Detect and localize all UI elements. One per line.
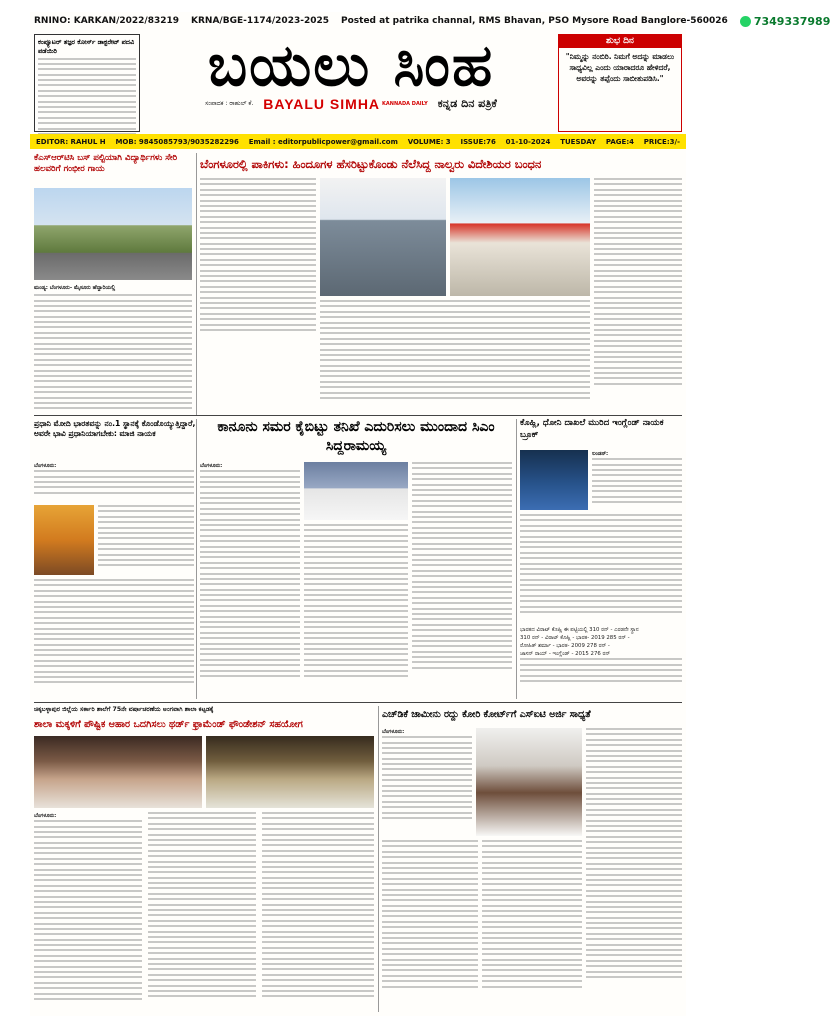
mobile-numbers: MOB: 9845085793/9035282296 [115,137,239,146]
lead-station-photo [450,178,590,296]
price: PRICE:3/- [643,137,680,146]
masthead-title-kannada: ಬಯಲು ಸಿಂಹ [207,31,495,99]
school-headline: ಶಾಲಾ ಮಕ್ಕಳಿಗೆ ಪೌಷ್ಟಿಕ ಆಹಾರ ಒದಗಿಸಲು ಥರ್ಡ್ ಫ್ರಾಮೆಂಡ್ ಫೌಂಡೇಶನ್ ಸಹಯೋಗ [34,719,303,730]
school-event-photo-1 [34,736,202,808]
bus-accident-headline: ಕೆಎಸ್‌ಆರ್‌ಟಿಸಿ ಬಸ್ ಪಲ್ಟಿಯಾಗಿ ವಿದ್ಯಾರ್ಥಿಗಳು ಸೇರಿ ಹಲವರಿಗೆ ಗಂಭೀರ ಗಾಯ [34,153,178,175]
page-number: PAGE:4 [605,137,635,146]
school-body-col-3 [262,812,374,1012]
hdk-photo [476,728,582,836]
cm-body-col-1: ಬೆಂಗಳೂರು: [200,462,300,698]
phone-number: 7349337989 [753,14,830,28]
hdk-body-col-1 [382,840,478,1012]
hdk-body-col-2 [482,840,582,1012]
registration-strip [30,12,830,30]
postal-info: Posted at patrika channal, RMS Bhavan, PSO Mysore Road Banglore-560026 [341,16,728,26]
lead-body-col-3 [594,178,682,412]
pm-body-side [98,505,194,575]
left-advert-box [34,34,140,132]
cricket-stat-line: 310 ರನ್ - ವಿರಾಟ್ ಕೊಹ್ಲಿ - ಭಾರತ- 2019 285 ರನ್ - [520,635,630,642]
edition-info-bar [30,134,686,149]
quote-box-heading: ಶುಭ ದಿನ [559,35,681,48]
school-event-photo-2 [206,736,374,808]
cm-photo [304,462,408,520]
cm-body-col-2 [304,524,408,698]
school-kicker: ಚಿಕ್ಕಬಳ್ಳಾಪುರ ಜಿಲ್ಲೆಯ ಸರ್ಕಾರಿ ಶಾಲೆಗೆ 75ನೇ ವರ್ಷಾಚರಣೆಯ ಅಂಗವಾಗಿ ಶಾಲಾ ಕಟ್ಟಡಕ್ಕೆ [34,706,214,713]
whatsapp-icon [740,16,751,27]
email-address: Email : editorpublicpower@gmail.com [248,137,398,146]
pm-story-photo [34,505,94,575]
left-advert-text [38,58,136,135]
masthead-subtitle: ಕನ್ನಡ ದಿನ ಪತ್ರಿಕೆ [437,97,497,110]
cricket-stat-line: ಜಾಸನ್ ರಾಯ್ - ಇಂಗ್ಲೆಂಡ್ - 2015 276 ರನ್ [520,651,611,658]
lead-body-col-2 [320,300,590,412]
masthead [146,30,556,130]
weekday: TUESDAY [560,137,597,146]
lead-body-col-1 [200,178,316,346]
phone-contact [740,15,830,28]
cricket-headline: ಕೊಹ್ಲಿ, ಧೋನಿ ದಾಖಲೆ ಮುರಿದ ಇಂಗ್ಲೆಂಡ್ ನಾಯಕ ಬ್ರೂಕ್ [520,418,664,440]
reg-number: RNINO: KARKAN/2022/83219 [34,16,180,26]
hdk-body-col-3 [586,728,682,1012]
editor-kannada: ಸಂಪಾದಕ : ರಾಹುಲ್ ಕೆ. [205,100,254,107]
school-body-col-2 [148,812,256,1012]
left-advert-heading: ಕಂಪ್ಯೂಟರ್ ತಜ್ಞರ ಕೋರ್ಸ್ ಡಾಕ್ಟರೇಟ್ ಪದವಿ ಪಡೆಯಿರಿ [38,38,135,55]
lead-headline: ಬೆಂಗಳೂರಲ್ಲಿ ಪಾಕಿಗಳು: ಹಿಂದೂಗಳ ಹೆಸರಿಟ್ಟುಕೊಂಡು ನೆಲೆಸಿದ್ದ ನಾಲ್ವರು ವಿದೇಶಿಯರ ಬಂಧನ [200,157,542,171]
cricket-body-side: ಲಂಡನ್: [592,450,682,510]
quote-text: "ನಿಮ್ಮನ್ನು ನಂಬಿರಿ. ನಿಮಗೆ ಅದನ್ನು ಮಾಡಲು ಸಾಧ್ಯವಿಲ್ಲ ಎಂದು ಯಾರಾದರೂ ಹೇಳಿದರೆ, ಅವರನ್ನು ತಪ್ಪೆಂದು ಸಾಬೀತುಪಡಿಸಿ." [565,52,675,83]
hdk-headline: ಎಚ್‌ಡಿಕೆ ಜಾಮೀನು ರದ್ದು ಕೋರಿ ಕೋರ್ಟ್‌ಗೆ ಎಸ್‌ಐಟಿ ಅರ್ಜಿ ಸಾಧ್ಯತೆ [382,709,591,720]
cricket-player-photo [520,450,588,510]
newspaper-page [30,12,830,1016]
lead-police-photo [320,178,446,296]
bus-accident-body: ಮಂಡ್ಯ: ಬೆಂಗಳೂರು- ಮೈಸೂರು ಹೆದ್ದಾರಿಯಲ್ಲಿ [34,284,192,412]
cricket-stat-line: ರೋಹಿತ್ ಶರ್ಮಾ - ಭಾರತ- 2009 278 ರನ್ - [520,643,610,650]
cm-body-col-3 [412,462,512,698]
cm-headline: ಕಾನೂನು ಸಮರ ಕೈಬಿಟ್ಟು ತನಿಖೆ ಎದುರಿಸಲು ಮುಂದಾದ ಸಿಎಂ ಸಿದ್ದರಾಮಯ್ಯ [217,419,495,454]
date: 01-10-2024 [505,137,551,146]
quote-box [558,34,682,132]
school-body-col-1: ಬೆಂಗಳೂರು: [34,812,142,1012]
krna-number: KRNA/BGE-1174/2023-2025 [191,16,330,26]
masthead-title-english: BAYALU SIMHA [263,96,381,112]
cricket-stats [520,626,682,698]
volume: VOLUME: 3 [407,137,451,146]
cricket-body [520,514,682,624]
pm-body-top: ಬೆಂಗಳೂರು: [34,462,194,502]
bus-accident-photo [34,188,192,280]
pm-body-bottom [34,579,194,699]
masthead-tag: KANNADA DAILY [382,101,428,107]
editor-name: EDITOR: RAHUL H [36,137,106,146]
hdk-body-top: ಬೆಂಗಳೂರು: [382,728,472,828]
issue: ISSUE:76 [460,137,496,146]
pm-headline: ಪ್ರಧಾನಿ ಮೋದಿ ಭಾರತವನ್ನು ನಂ.1 ಸ್ಥಾನಕ್ಕೆ ಕೊಂಡೊಯ್ಯುತ್ತಿದ್ದಾರೆ, ಅವರೇ ಭಾವಿ ಪ್ರಧಾನಿಯಾಗಬೇಕು: ಮಾಜಿ ನಾಯಕ [34,419,196,439]
cricket-stat-line: ಭಾರತದ ವಿರಾಟ್ ಕೊಹ್ಲಿ ಈ ಪಟ್ಟಿಯಲ್ಲಿ 310 ರನ್ - ಎರಡನೇ ಸ್ಥಾನ [520,627,639,633]
